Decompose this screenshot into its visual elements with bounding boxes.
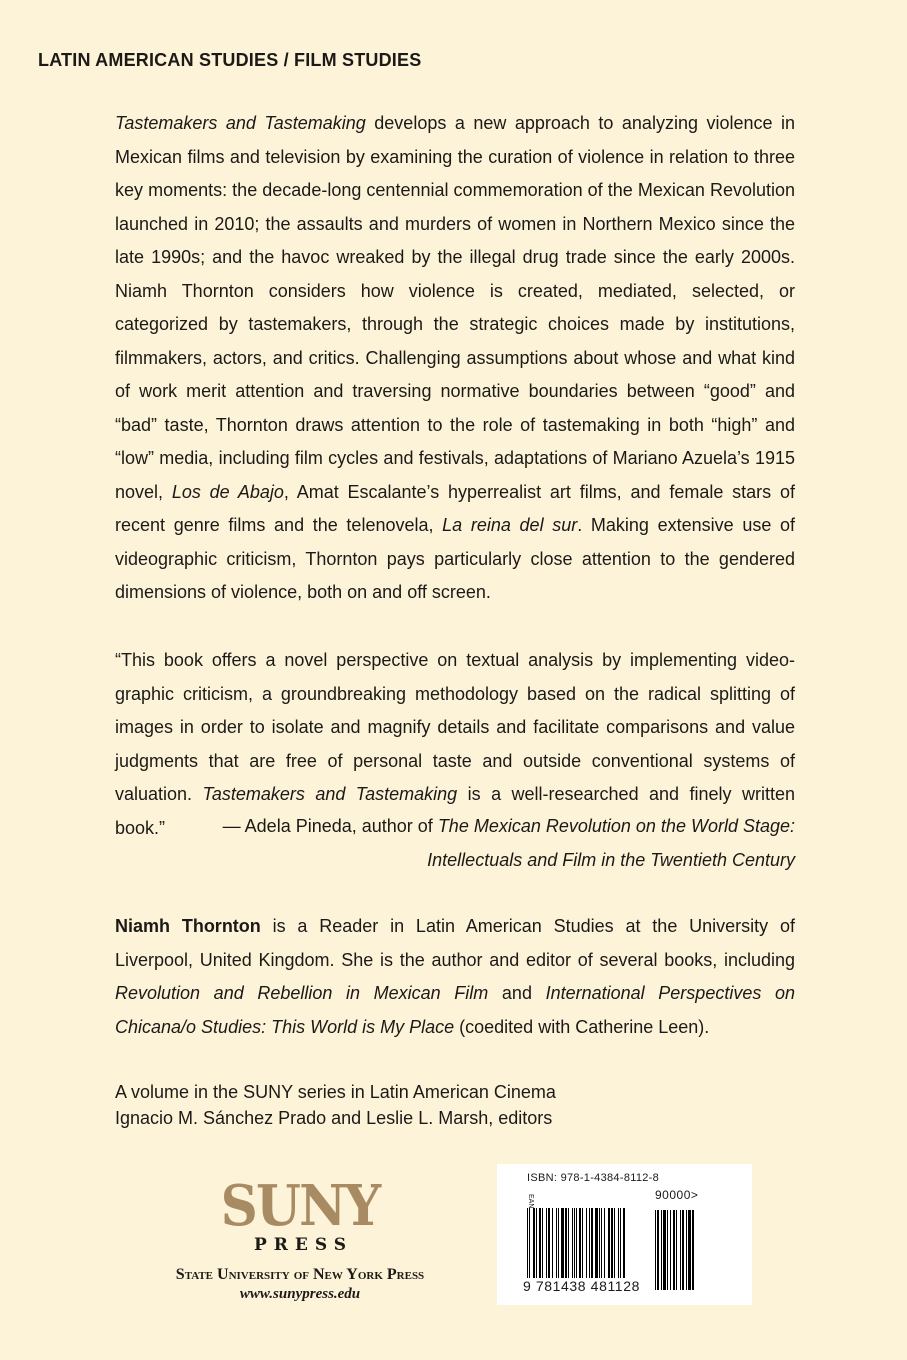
attribution-book-line-2: Intellectuals and Film in the Twentieth Century: [427, 849, 795, 870]
barcode-bar: [655, 1210, 656, 1290]
barcode-bar: [579, 1208, 581, 1278]
ean-label: EAN: [527, 1194, 534, 1209]
description-text-2: , Amat Escalante’s hyperrealist art films, and female stars of recent genre films and the telenovela,: [115, 481, 795, 535]
category-heading: LATIN AMERICAN STUDIES / FILM STUDIES: [38, 50, 422, 70]
barcode-bar: [663, 1210, 666, 1290]
barcode-bar: [657, 1210, 659, 1290]
barcode-bar: [623, 1208, 625, 1278]
series-note: [115, 1079, 795, 1131]
publisher-name: State University of New York Press: [175, 1266, 425, 1283]
press-logo-word: PRESS: [253, 1235, 354, 1255]
quote-attribution: [195, 810, 795, 877]
barcode-bar: [565, 1208, 567, 1278]
publisher-logo: [150, 1173, 450, 1303]
description-text-3: . Making extensive use of videographic criticism, Thornton pays particularly close attention to the gendered dimensions of violence, both on and off screen.: [115, 515, 796, 602]
quote-text-2: is a well-researched and finely written book.”: [115, 784, 795, 838]
barcode-block: [497, 1164, 752, 1305]
barcode-bar: [572, 1208, 573, 1278]
series-line-2: Ignacio M. Sánchez Prado and Leslie L. Marsh, editors: [115, 1108, 553, 1128]
barcode-bar: [614, 1208, 615, 1278]
barcode-bar: [620, 1208, 621, 1278]
barcode-bar: [661, 1210, 662, 1290]
barcode-bar: [686, 1210, 687, 1290]
barcode-bar: [546, 1208, 547, 1278]
book-title-italic: Tastemakers and Tastemaking: [115, 113, 366, 133]
publisher-url: www.sunypress.edu: [239, 1286, 361, 1302]
barcode-bar: [608, 1208, 610, 1278]
barcode-bar: [574, 1208, 575, 1278]
barcode-bar: [611, 1208, 613, 1278]
barcode-bar: [604, 1208, 605, 1278]
attribution-book-line-1: The Mexican Revolution on the World Stage:: [437, 816, 795, 836]
barcode-bar: [595, 1208, 598, 1278]
barcode-bar: [558, 1208, 559, 1278]
barcode-bar: [676, 1210, 677, 1290]
barcode-bar: [618, 1208, 619, 1278]
quote-text-1: “This book offers a novel perspective on textual analysis by implementing videographic criticism, a groundbreaking methodology based on the radical splitting of images in order to isolate and magnify details and facilitate comparisons and value judgments that are free of personal taste and outside conventional systems of valuation.: [115, 650, 795, 804]
barcode-bar: [692, 1210, 694, 1290]
author-bio: [115, 910, 795, 1044]
barcode-bar: [536, 1208, 537, 1278]
barcode-bar: [601, 1208, 602, 1278]
barcode-bar: [556, 1208, 557, 1278]
barcode-bar: [670, 1210, 671, 1290]
barcode-bar: [542, 1208, 543, 1278]
book-description: [115, 107, 795, 610]
barcode-bar: [667, 1210, 668, 1290]
barcode-bar: [527, 1208, 528, 1278]
addon-barcode-bars: [655, 1210, 711, 1290]
ean-barcode-bars: [527, 1208, 645, 1278]
barcode-bar: [561, 1208, 564, 1278]
bio-text-2: and: [488, 983, 546, 1003]
barcode-bar: [599, 1208, 600, 1278]
suny-logo-word: SUNY: [220, 1173, 380, 1239]
author-name: Niamh Thornton: [115, 916, 261, 936]
barcode-bar: [552, 1208, 553, 1278]
attribution-prefix: — Adela Pineda, author of: [222, 816, 438, 836]
series-line-1: A volume in the SUNY series in Latin American Cinema: [115, 1082, 556, 1102]
bio-book-1: Revolution and Rebellion in Mexican Film: [115, 983, 489, 1003]
barcode-bar: [576, 1208, 577, 1278]
barcode-bar: [529, 1208, 530, 1278]
barcode-bar: [682, 1210, 684, 1290]
barcode-bar: [591, 1208, 593, 1278]
barcode-bar: [586, 1208, 587, 1278]
isbn-label: ISBN: 978-1-4384-8112-8: [527, 1172, 660, 1184]
barcode-bar: [582, 1208, 583, 1278]
quote-book-title: Tastemakers and Tastemaking: [202, 784, 458, 804]
description-text-1: develops a new approach to analyzing violence in Mexican films and television by examining the curation of violence in relation to three key moments: the decade-long centennial commemoration of the Mexican Revolution launched in 2010; the assaults and murders of women in Northern Mexico since the late 1990s; and the havoc wreaked by the illegal drug trade since the early 2000s. Niamh Thornton considers how violence is created, mediated, selected, or categorized by tastemakers, through the strategic choices made by institutions, filmmakers, actors, and critics. Challenging assumptions about whose and what kind of work merit attention and traversing normative boundaries between “good” and “bad” taste, Thornton draws attention to the role of tastemaking in both “high” and “low” media, including film cycles and festivals, adaptations of Mariano Azuela’s 1915 novel,: [115, 113, 795, 502]
barcode-bar: [688, 1210, 691, 1290]
bio-text-1: is a Reader in Latin American Studies at the University of Liverpool, United Kingdom. She is the author and editor of several books, including: [115, 916, 795, 970]
telenovela-title-italic: La reina del sur: [442, 515, 578, 535]
price-code: 90000>: [655, 1188, 699, 1202]
bio-book-2: International Perspectives on Chicana/o Studies: This World is My Place: [115, 983, 795, 1037]
barcode-bar: [589, 1208, 590, 1278]
novel-title-italic: Los de Abajo: [171, 481, 284, 502]
barcode-bar: [533, 1208, 535, 1278]
barcode-bar: [539, 1208, 541, 1278]
barcode-bar: [568, 1208, 569, 1278]
barcode-bar: [680, 1210, 681, 1290]
barcode-bar: [673, 1210, 675, 1290]
ean-digits: 9 781438 481128: [523, 1278, 640, 1294]
bio-text-3: (coedited with Catherine Leen).: [454, 1016, 710, 1037]
barcode-bar: [548, 1208, 550, 1278]
